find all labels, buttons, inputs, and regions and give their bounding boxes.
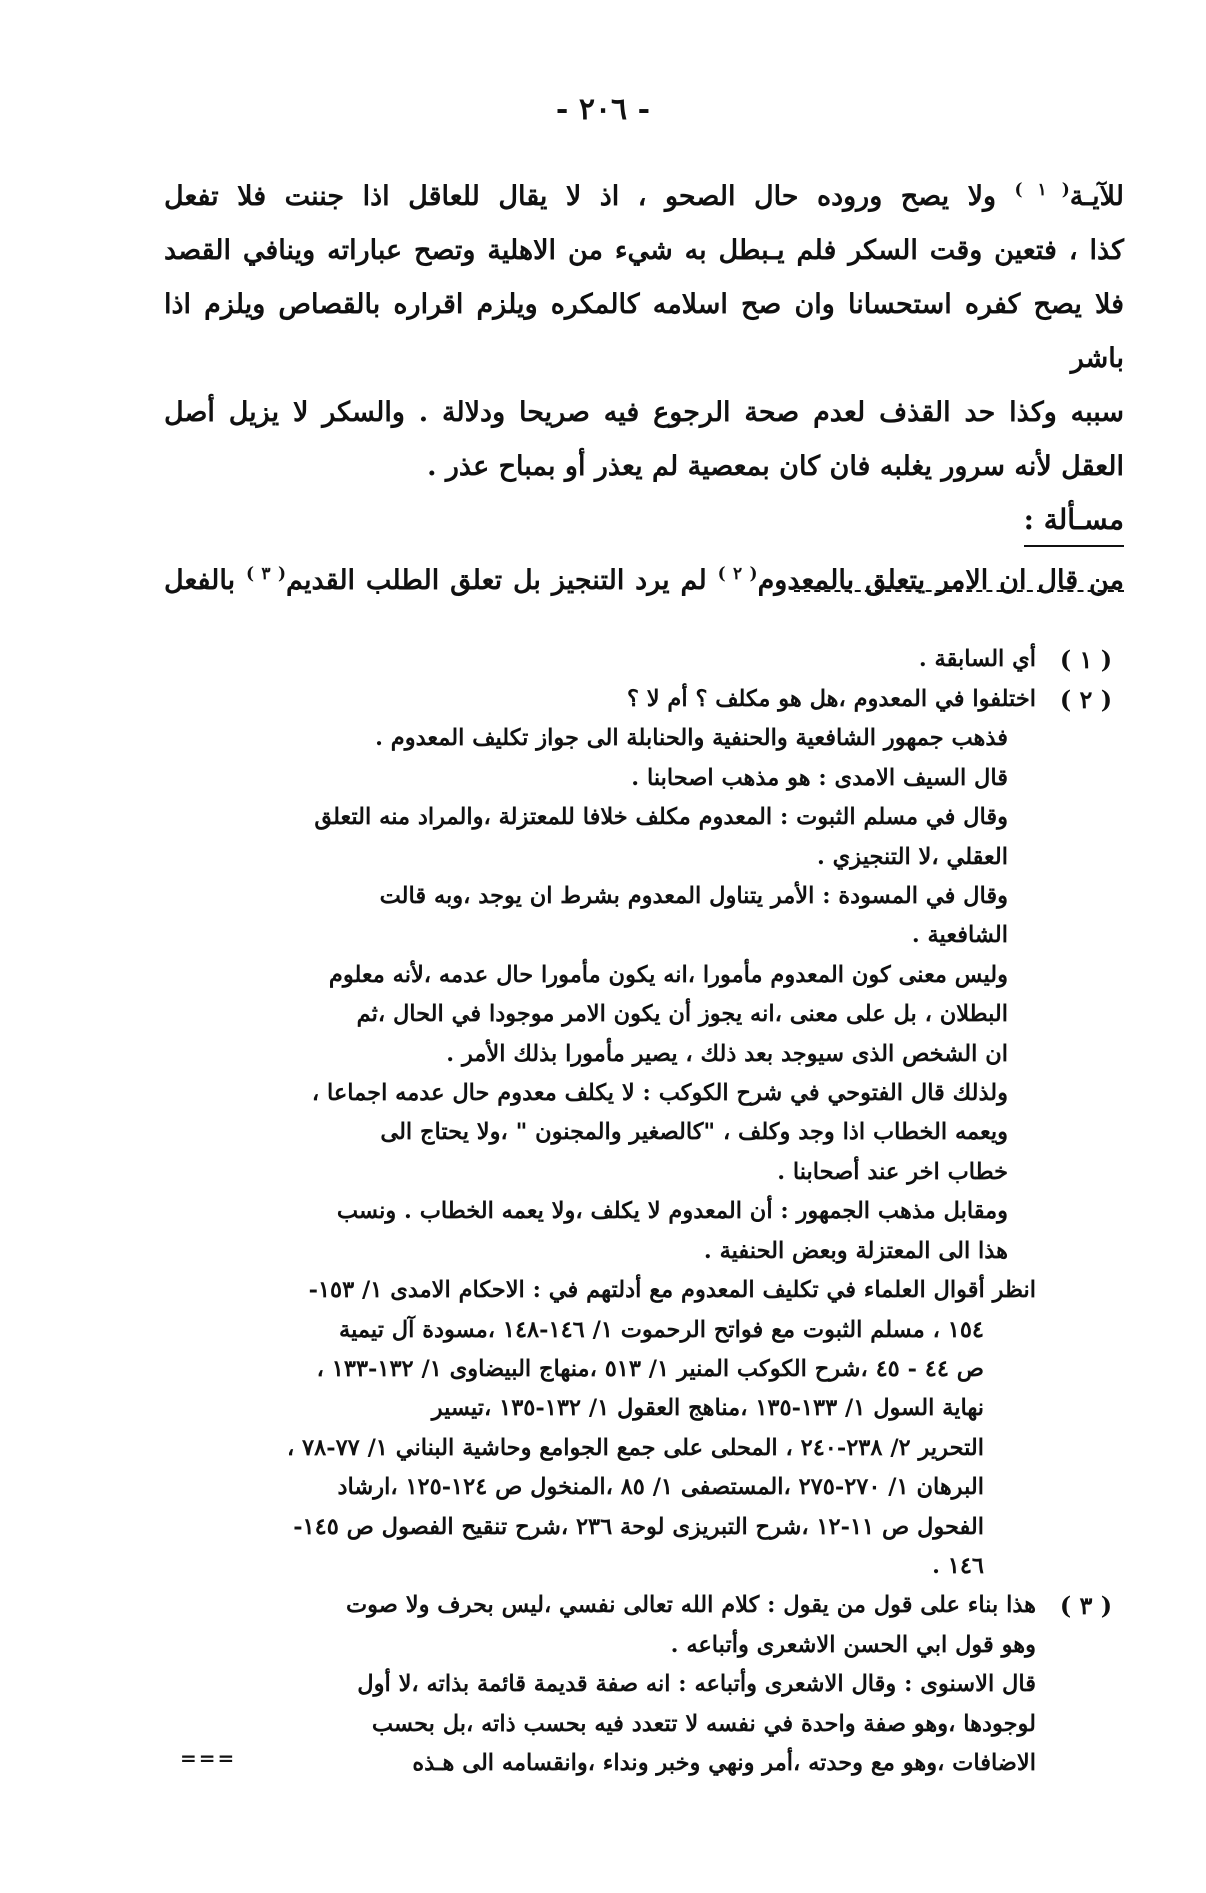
footnotes — [126, 640, 1136, 1783]
footnote-line: الفحول ص ١١-١٢ ،شرح التبريزى لوحة ٢٣٦ ،شرح تنقيح الفصول ص ١٤٥- — [293, 1513, 984, 1540]
footnote-3 — [126, 1586, 1136, 1783]
footnote-1 — [126, 640, 1136, 680]
footnote-line: قال الاسنوى : وقال الاشعرى وأتباعه : انه صفة قديمة قائمة بذاته ،لا أول — [357, 1671, 1036, 1698]
question-part: لم يرد التنجيز بل تعلق الطلب القديم — [286, 565, 707, 596]
footnote-line: نهاية السول ١/ ١٣٣-١٣٥ ،مناهج العقول ١/ ١٣٢-١٣٥ ،تيسير — [431, 1395, 984, 1422]
main-line-2: كذا ، فتعين وقت السكر فلم يـبطل به شيء من الاهلية وتصح عباراته وينافي القصد — [164, 235, 1124, 266]
main-line-4: سببه وكذا حد القذف لعدم صحة الرجوع فيه صريحا ودلالة . والسكر لا يزيل أصل — [164, 397, 1124, 428]
footnote-line: خطاب اخر عند أصحابنا . — [777, 1158, 1008, 1185]
footnote-line: فذهب جمهور الشافعية والحنفية والحنابلة الى جواز تكليف المعدوم . — [375, 725, 1008, 752]
end-mark: === — [180, 1746, 237, 1770]
footnote-line: ان الشخص الذى سيوجد بعد ذلك ، يصير مأمورا بذلك الأمر . — [446, 1040, 1008, 1067]
question-part: من قال ان الامر يتعلق بالمعدوم — [757, 565, 1124, 596]
main-line-1 — [164, 170, 1124, 224]
footnote-number: ( ٢ ) — [1059, 685, 1113, 714]
main-text-line: للآيـة — [1069, 181, 1124, 212]
main-line-3: فلا يصح كفره استحسانا وان صح اسلامه كالمكره ويلزم اقراره بالقصاص ويلزم اذا باشر — [164, 289, 1124, 374]
footnote-line: البطلان ، بل على معنى ،انه يجوز أن يكون الامر موجودا في الحال ،ثم — [356, 1001, 1008, 1028]
footnote-line: أي السابقة . — [918, 646, 1036, 672]
footnote-body — [126, 640, 1036, 680]
footnote-2 — [126, 680, 1136, 1586]
footnote-line: وهو قول ابي الحسن الاشعرى وأتباعه . — [670, 1631, 1036, 1658]
footnote-line: التحرير ٢/ ٢٣٨-٢٤٠ ، المحلى على جمع الجوامع وحاشية البناني ١/ ٧٧-٧٨ ، — [286, 1434, 984, 1461]
footnote-line: البرهان ١/ ٢٧٠-٢٧٥ ،المستصفى ١/ ٨٥ ،المنخول ص ١٢٤-١٢٥ ،ارشاد — [337, 1474, 984, 1501]
footnote-body — [126, 1586, 1036, 1783]
main-text — [164, 170, 1124, 608]
main-line-5: العقل لأنه سرور يغلبه فان كان بمعصية لم يعذر أو بمباح عذر . — [427, 451, 1124, 482]
footnote-line: وليس معنى كون المعدوم مأمورا ،انه يكون مأمورا حال عدمه ،لأنه معلوم — [328, 961, 1008, 988]
footnote-separator — [794, 590, 1124, 592]
section-heading: مسـألة : — [1024, 495, 1124, 547]
footnote-line: هذا الى المعتزلة وبعض الحنفية . — [703, 1237, 1008, 1264]
footnote-ref-1: ( ١ ) — [1014, 180, 1070, 200]
footnote-line: ومقابل مذهب الجمهور : أن المعدوم لا يكلف ،ولا يعمه الخطاب . ونسب — [336, 1198, 1008, 1225]
footnote-ref-2: ( ٢ ) — [717, 564, 758, 584]
footnote-line: ١٥٤ ، مسلم الثبوت مع فواتح الرحموت ١/ ١٤٦-١٤٨ ،مسودة آل تيمية — [339, 1316, 984, 1343]
page-number: - ٢٠٦ - — [555, 92, 651, 127]
footnote-line: اختلفوا في المعدوم ،هل هو مكلف ؟ أم لا ؟ — [626, 686, 1036, 712]
footnote-line: ولذلك قال الفتوحي في شرح الكوكب : لا يكلف معدوم حال عدمه اجماعا ، — [311, 1080, 1008, 1107]
footnote-line: ويعمه الخطاب اذا وجد وكلف ، "كالصغير والمجنون " ،ولا يحتاج الى — [380, 1119, 1008, 1146]
footnote-number: ( ١ ) — [1059, 645, 1113, 674]
footnote-body — [126, 680, 1036, 1586]
footnote-line: قال السيف الامدى : هو مذهب اصحابنا . — [631, 764, 1008, 791]
footnote-number: ( ٣ ) — [1059, 1591, 1113, 1621]
question-part: بالفعل — [164, 565, 236, 596]
footnote-ref-3: ( ٣ ) — [245, 564, 286, 584]
footnote-line: لوجودها ،وهو صفة واحدة في نفسه لا تتعدد فيه بحسب ذاته ،بل بحسب — [371, 1710, 1036, 1737]
footnote-line: العقلي ،لا التنجيزي . — [817, 843, 1008, 870]
footnote-line: انظر أقوال العلماء في تكليف المعدوم مع أدلتهم في : الاحكام الامدى ١/ ١٥٣- — [308, 1277, 1036, 1304]
footnote-line: الاضافات ،وهو مع وحدته ،أمر ونهي وخبر ونداء ،وانقسامه الى هـذه — [412, 1749, 1036, 1776]
footnote-line: وقال في مسلم الثبوت : المعدوم مكلف خلافا للمعتزلة ،والمراد منه التعلق — [314, 804, 1008, 831]
footnote-line: وقال في المسودة : الأمر يتناول المعدوم بشرط ان يوجد ،وبه قالت — [379, 883, 1008, 910]
footnote-line: هذا بناء على قول من يقول : كلام الله تعالى نفسي ،ليس بحرف ولا صوت — [346, 1592, 1036, 1619]
footnote-line: ص ٤٤ - ٤٥ ،شرح الكوكب المنير ١/ ٥١٣ ،منهاج البيضاوى ١/ ١٣٢-١٣٣ ، — [316, 1355, 984, 1382]
main-text-line: ولا يصح وروده حال الصحو ، اذ لا يقال للعاقل اذا جننت فلا تفعل — [164, 181, 997, 212]
question-line — [164, 554, 1124, 608]
footnote-line: ١٤٦ . — [932, 1552, 984, 1579]
footnote-line: الشافعية . — [911, 922, 1008, 949]
